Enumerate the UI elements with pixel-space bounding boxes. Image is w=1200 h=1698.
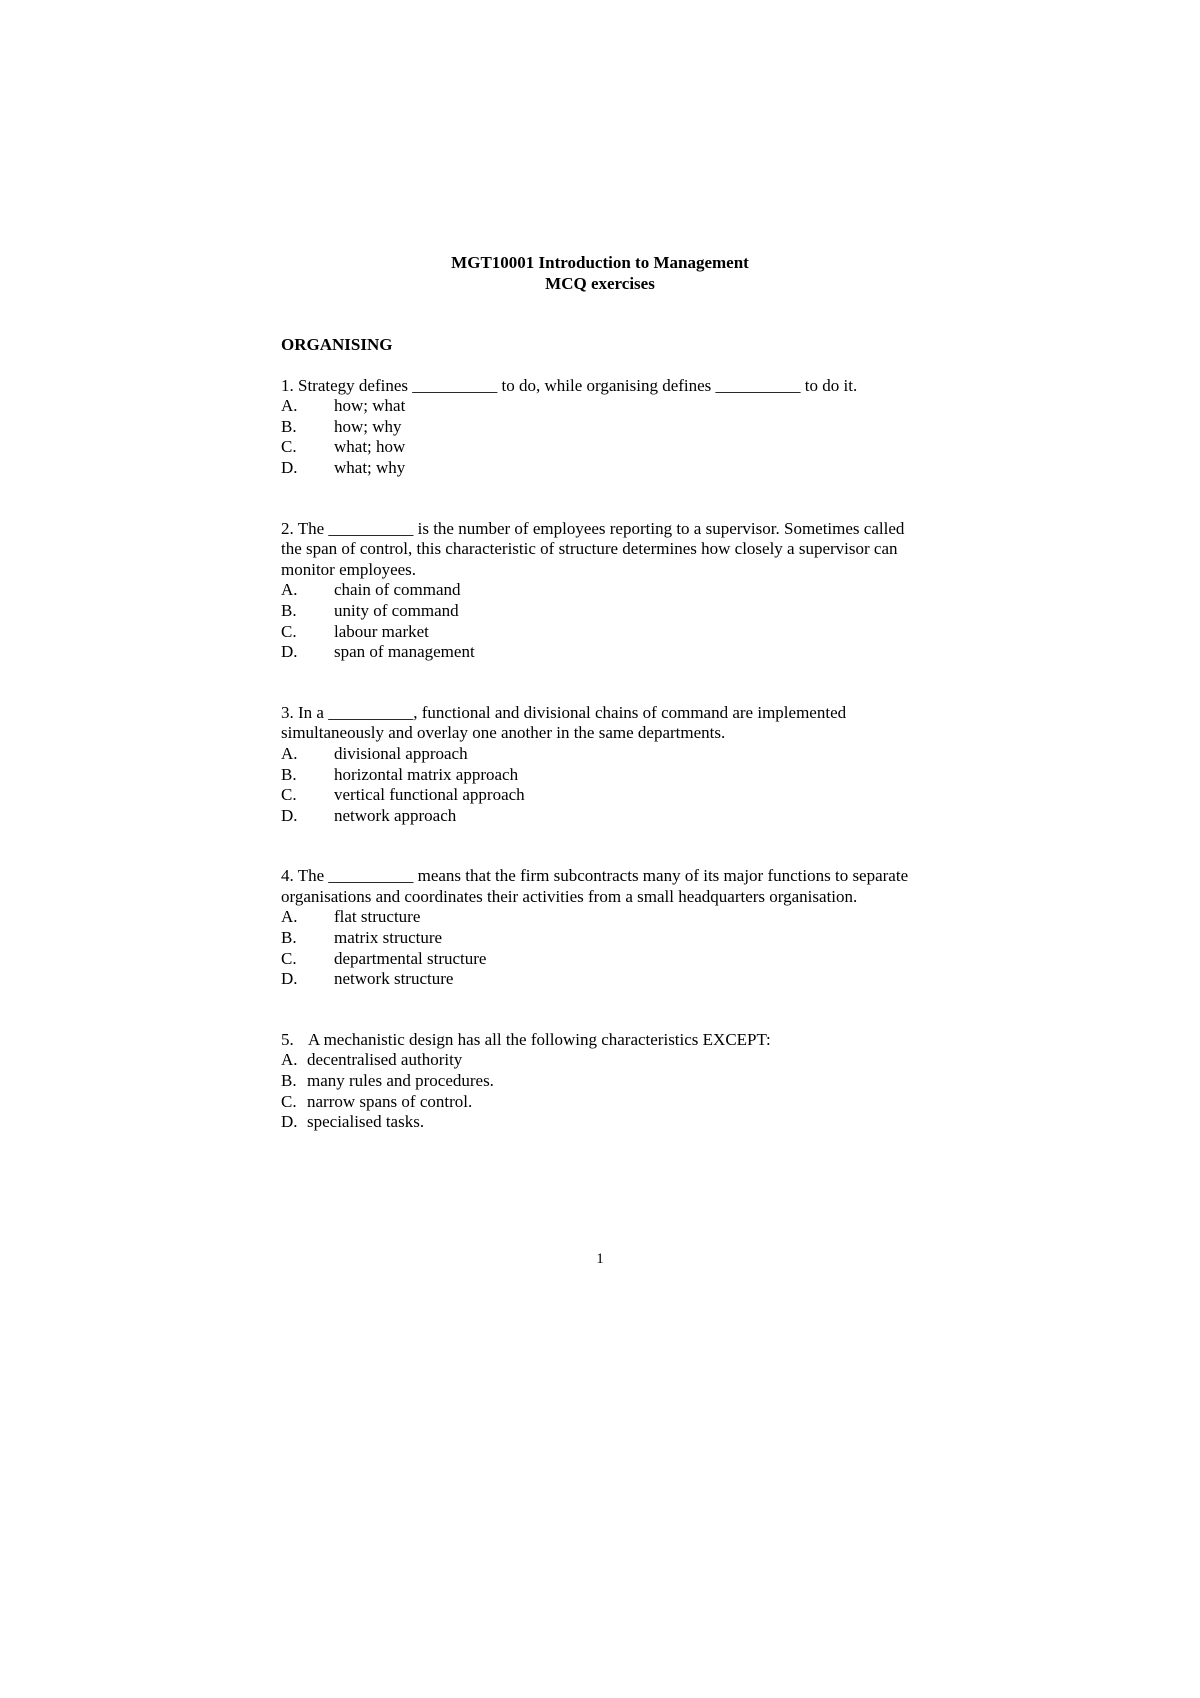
option-text: specialised tasks. bbox=[307, 1112, 425, 1132]
option-letter: B. bbox=[281, 1071, 297, 1091]
question-spacer bbox=[281, 990, 921, 1030]
option-text: how; what bbox=[334, 396, 406, 416]
question-spacer bbox=[281, 663, 921, 703]
option-letter: D. bbox=[281, 642, 298, 662]
option-text: matrix structure bbox=[334, 928, 443, 948]
option-text: divisional approach bbox=[334, 743, 468, 763]
option-letter: A. bbox=[281, 907, 298, 927]
option-text: network approach bbox=[334, 805, 457, 825]
question-2 bbox=[281, 519, 921, 663]
course-title: MGT10001 Introduction to Management bbox=[451, 253, 749, 272]
option-c bbox=[281, 949, 921, 970]
option-letter: B. bbox=[281, 416, 297, 436]
option-letter: D. bbox=[281, 457, 298, 477]
question-text: 1. Strategy defines __________ to do, while organising defines __________ to do it. bbox=[281, 375, 858, 395]
option-text: chain of command bbox=[334, 580, 461, 600]
option-a bbox=[281, 1050, 921, 1071]
option-b bbox=[281, 928, 921, 949]
option-list bbox=[281, 907, 921, 989]
question-spacer bbox=[281, 826, 921, 866]
question-text: 3. In a __________, functional and divisional chains of command are implemented simultaneously and overlay one another in the same departments. bbox=[281, 702, 847, 743]
option-text: flat structure bbox=[334, 907, 421, 927]
option-list bbox=[281, 744, 921, 826]
option-letter: A. bbox=[281, 743, 298, 763]
option-b bbox=[281, 1071, 921, 1092]
document-body bbox=[281, 335, 921, 1133]
option-letter: D. bbox=[281, 969, 298, 989]
option-b bbox=[281, 417, 921, 438]
page-number: 1 bbox=[596, 1251, 604, 1267]
option-letter: D. bbox=[281, 1112, 298, 1132]
option-a bbox=[281, 396, 921, 417]
option-letter: B. bbox=[281, 600, 297, 620]
option-letter: B. bbox=[281, 928, 297, 948]
option-letter: C. bbox=[281, 785, 297, 805]
option-a bbox=[281, 744, 921, 765]
section-heading: ORGANISING bbox=[281, 335, 393, 354]
option-b bbox=[281, 601, 921, 622]
option-text: network structure bbox=[334, 969, 454, 989]
question-1 bbox=[281, 376, 921, 479]
option-c bbox=[281, 785, 921, 806]
question-4 bbox=[281, 866, 921, 990]
option-letter: C. bbox=[281, 1091, 297, 1111]
question-5 bbox=[281, 1030, 921, 1133]
option-letter: C. bbox=[281, 621, 297, 641]
option-d bbox=[281, 969, 921, 990]
option-text: what; why bbox=[334, 457, 406, 477]
option-c bbox=[281, 437, 921, 458]
option-d bbox=[281, 806, 921, 827]
option-d bbox=[281, 458, 921, 479]
option-list bbox=[281, 396, 921, 478]
option-letter: B. bbox=[281, 764, 297, 784]
option-letter: C. bbox=[281, 948, 297, 968]
option-text: unity of command bbox=[334, 600, 459, 620]
option-list bbox=[281, 1050, 921, 1132]
question-text bbox=[281, 1030, 921, 1051]
option-text: many rules and procedures. bbox=[307, 1071, 494, 1091]
option-text: vertical functional approach bbox=[334, 785, 525, 805]
question-text: 4. The __________ means that the firm subcontracts many of its major functions to separate organisations and coordinates their activities from a small headquarters organisation. bbox=[281, 866, 909, 906]
option-letter: A. bbox=[281, 1050, 298, 1070]
option-text: narrow spans of control. bbox=[307, 1091, 473, 1111]
option-text: horizontal matrix approach bbox=[334, 764, 519, 784]
question-3 bbox=[281, 703, 921, 827]
option-letter: A. bbox=[281, 396, 298, 416]
option-letter: A. bbox=[281, 580, 298, 600]
document-header bbox=[0, 252, 1200, 294]
option-letter: C. bbox=[281, 437, 297, 457]
option-d bbox=[281, 642, 921, 663]
option-a bbox=[281, 580, 921, 601]
option-a bbox=[281, 907, 921, 928]
option-b bbox=[281, 765, 921, 786]
option-text: how; why bbox=[334, 416, 402, 436]
option-d bbox=[281, 1112, 921, 1133]
question-spacer bbox=[281, 479, 921, 519]
option-list bbox=[281, 580, 921, 662]
option-c bbox=[281, 1092, 921, 1113]
question-stem: A mechanistic design has all the following characteristics EXCEPT: bbox=[308, 1029, 771, 1049]
option-text: departmental structure bbox=[334, 948, 487, 968]
option-text: what; how bbox=[334, 437, 406, 457]
option-c bbox=[281, 622, 921, 643]
option-letter: D. bbox=[281, 805, 298, 825]
question-number: 5. bbox=[281, 1029, 294, 1049]
option-text: decentralised authority bbox=[307, 1050, 463, 1070]
question-text: 2. The __________ is the number of employees reporting to a supervisor. Sometimes called the span of control, this characteristic of structure determines how closely a supervisor can monitor employees. bbox=[281, 518, 905, 579]
option-text: labour market bbox=[334, 621, 429, 641]
option-text: span of management bbox=[334, 642, 475, 662]
document-subtitle: MCQ exercises bbox=[545, 274, 655, 293]
